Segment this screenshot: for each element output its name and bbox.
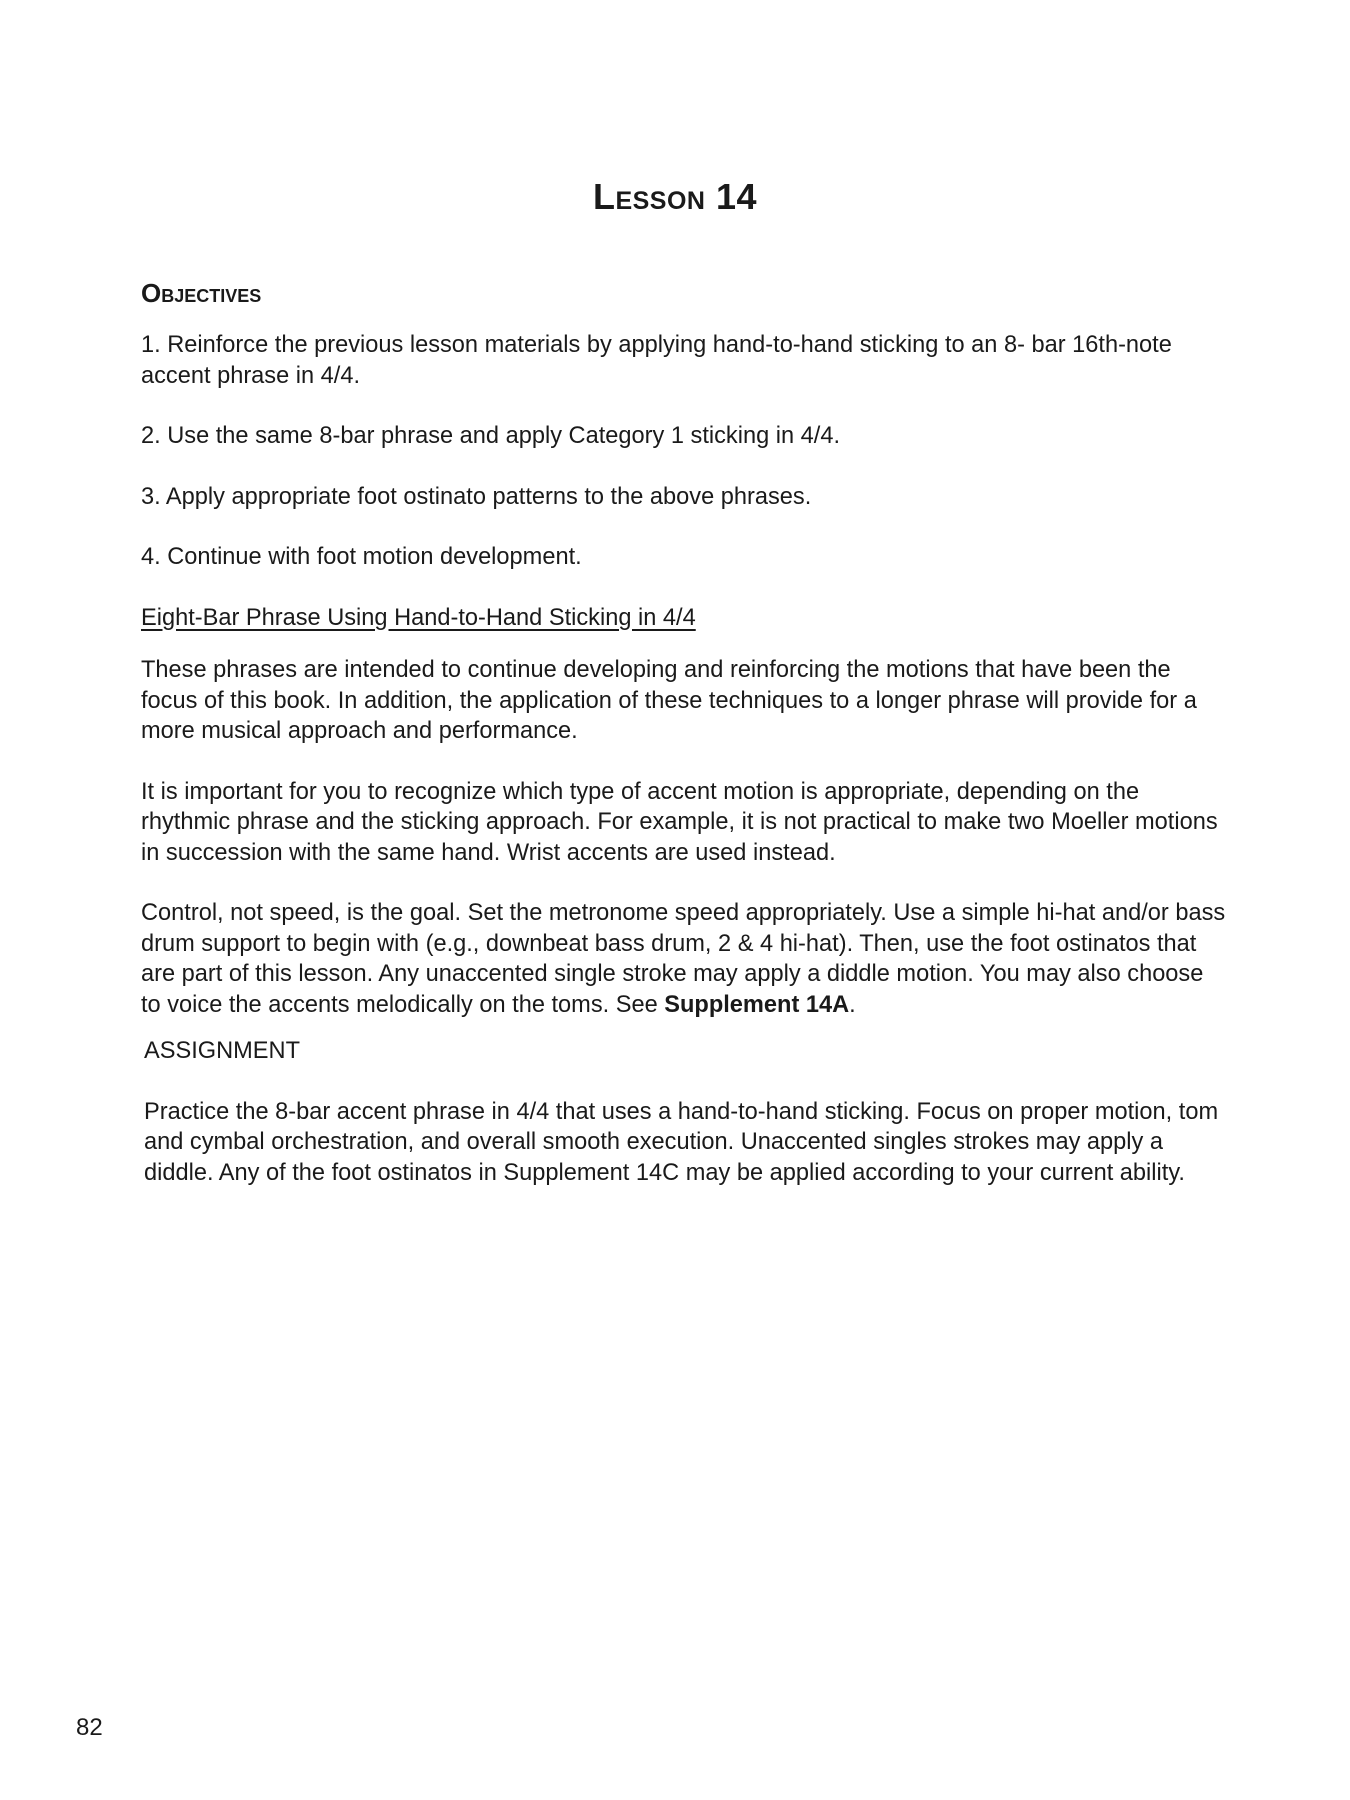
paragraph-control: [141, 898, 1226, 1020]
supplement-reference: Supplement 14A: [664, 991, 850, 1018]
sentence-period: .: [849, 991, 856, 1018]
objectives-heading: Objectives: [141, 278, 262, 308]
objective-item-1: 1. Reinforce the previous lesson materials by applying hand-to-hand sticking to an 8- bar 16th-note accent phrase in 4/4.: [141, 332, 1172, 389]
assignment-heading: ASSIGNMENT: [144, 1038, 300, 1064]
objective-item-4: 4. Continue with foot motion development.: [141, 544, 582, 570]
lesson-title: Lesson 14: [592, 176, 758, 217]
section-heading: Eight-Bar Phrase Using Hand-to-Hand Sticking in 4/4: [141, 604, 696, 631]
page-number: 82: [76, 1714, 103, 1741]
objective-item-2: 2. Use the same 8-bar phrase and apply Category 1 sticking in 4/4.: [141, 423, 841, 449]
assignment-text: Practice the 8-bar accent phrase in 4/4 that uses a hand-to-hand sticking. Focus on proper motion, tom and cymbal orchestration, and overall smooth execution. Unaccented singles strokes may apply a diddle. Any of the foot ostinatos in Supplement 14C may be applied according to your current ability.: [144, 1098, 1219, 1186]
paragraph-accent-motion: It is important for you to recognize which type of accent motion is appropriate, depending on the rhythmic phrase and the sticking approach. For example, it is not practical to make two Moeller motions in succession with the same hand. Wrist accents are used instead.: [141, 778, 1218, 866]
lesson-content: [141, 278, 1226, 1188]
section-heading-wrapper: [141, 603, 1226, 656]
paragraph-intro: These phrases are intended to continue developing and reinforcing the motions that have been the focus of this book. In addition, the application of these techniques to a longer phrase will provide for a more musical approach and performance.: [141, 657, 1197, 744]
paragraph-control-text: Control, not speed, is the goal. Set the metronome speed appropriately. Use a simple hi-hat and/or bass drum support to begin with (e.g., downbeat bass drum, 2 & 4 hi-hat). Then, use the foot ostinatos that are part of this lesson. Any unaccented single stroke may apply a diddle motion. You may also choose to voice the accents melodically on the toms. See: [141, 900, 1226, 1018]
objective-item-3: 3. Apply appropriate foot ostinato patterns to the above phrases.: [141, 483, 812, 510]
